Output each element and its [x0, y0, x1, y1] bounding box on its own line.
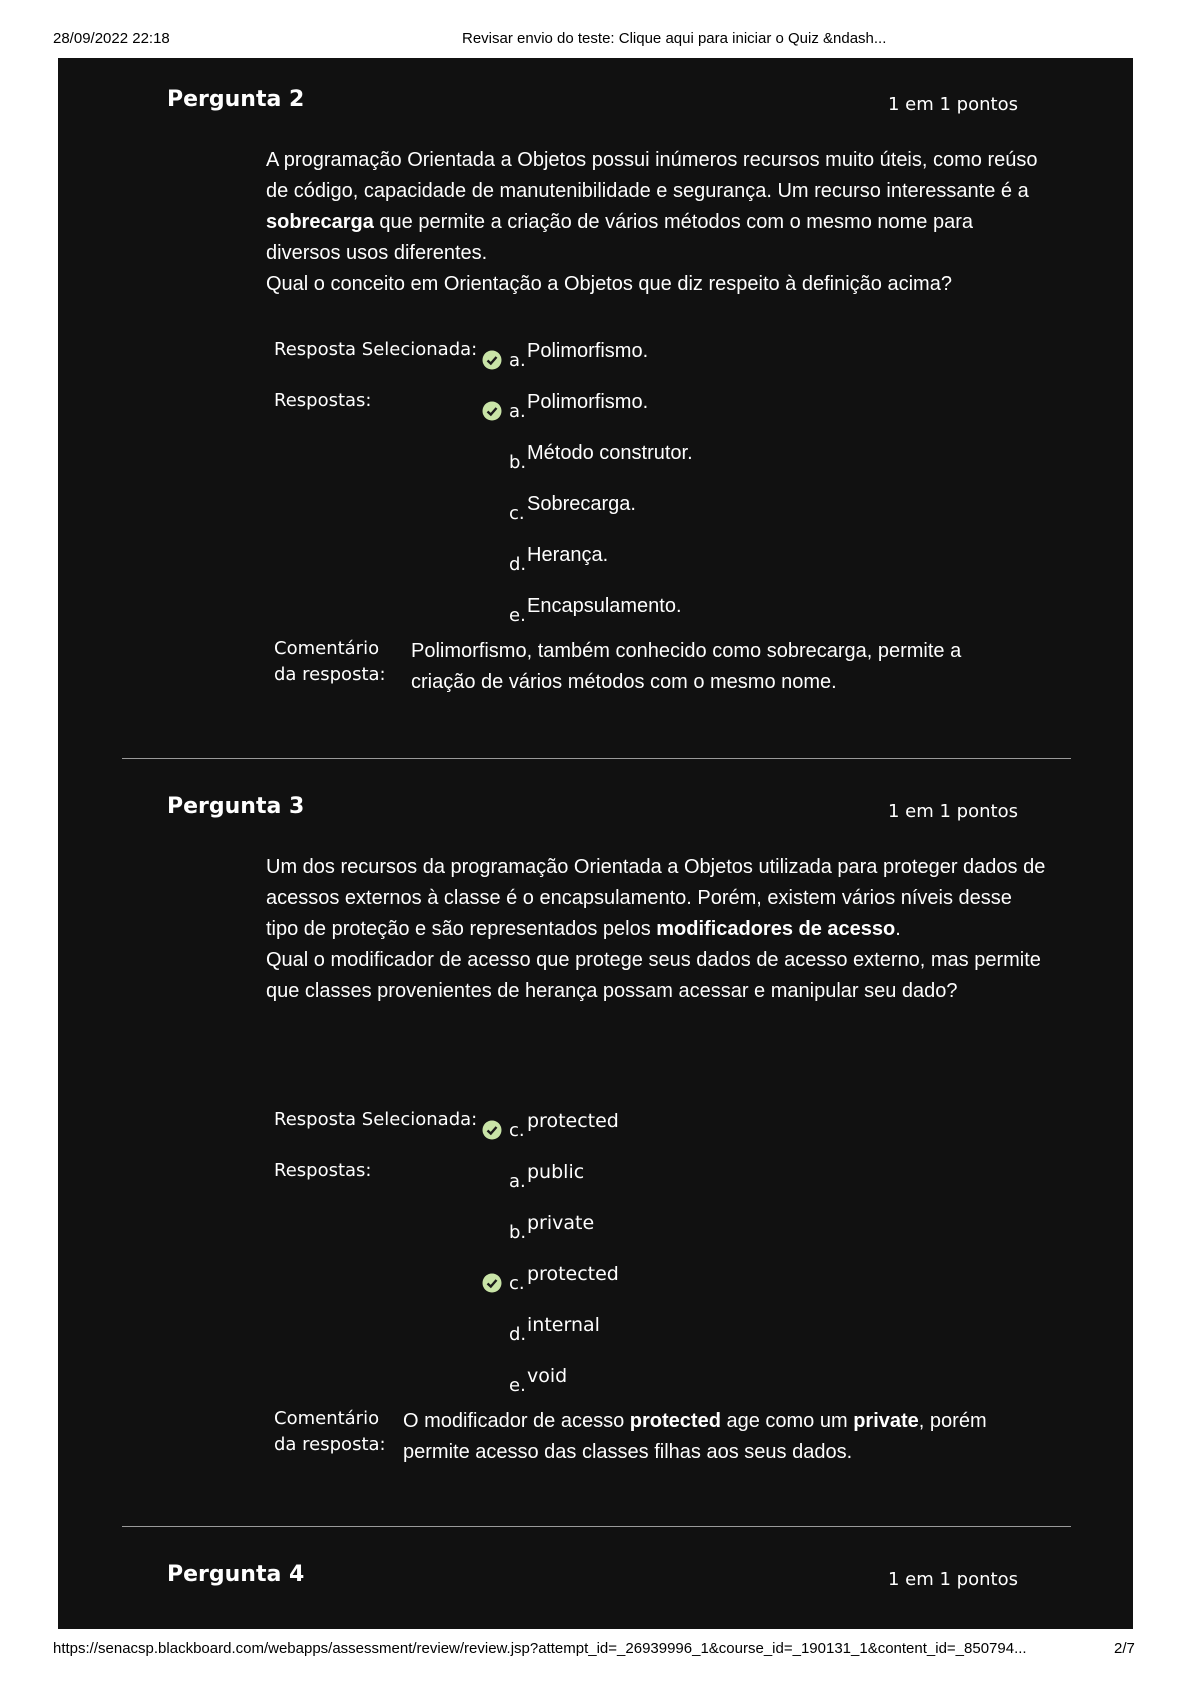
- answer-text: internal: [527, 1314, 600, 1336]
- answer-letter: a.: [509, 350, 526, 371]
- answer-letter: e.: [509, 605, 526, 626]
- selected-answer-label: Resposta Selecionada:: [274, 1109, 478, 1130]
- answer-letter: d.: [509, 554, 527, 575]
- question-2-points: 1 em 1 pontos: [888, 94, 1018, 115]
- answer-text: protected: [527, 1110, 619, 1132]
- answer-letter: c.: [509, 503, 525, 524]
- comment-label: Comentário da resposta:: [274, 1408, 386, 1455]
- question-3-title: Pergunta 3: [167, 794, 305, 819]
- bold-term: modificadores de acesso: [656, 918, 896, 940]
- print-footer: [0, 1640, 1191, 1660]
- answer-letter: a.: [509, 401, 526, 422]
- question-divider: [122, 758, 1071, 759]
- bold-term: sobrecarga: [266, 211, 374, 233]
- answer-letter: c.: [509, 1120, 525, 1141]
- print-title: Revisar envio do teste: Clique aqui para iniciar o Quiz &ndash...: [462, 30, 887, 47]
- question-3-points: 1 em 1 pontos: [888, 801, 1018, 822]
- answer-text: Encapsulamento.: [527, 595, 682, 617]
- answer-text: void: [527, 1365, 568, 1387]
- answer-text: Polimorfismo.: [527, 340, 649, 362]
- answer-comment: Polimorfismo, também conhecido como sobrecarga, permite a criação de vários métodos com o mesmo nome.: [411, 640, 962, 693]
- comment-label: Comentário da resposta:: [274, 638, 386, 685]
- page-number: 2/7: [1114, 1640, 1135, 1657]
- review-panel: [58, 58, 1133, 1629]
- print-date: 28/09/2022 22:18: [53, 30, 170, 47]
- question-2-title: Pergunta 2: [167, 87, 305, 112]
- answer-letter: e.: [509, 1375, 526, 1396]
- answer-letter: d.: [509, 1324, 527, 1345]
- answers-label: Respostas:: [274, 390, 372, 411]
- answer-text: private: [527, 1212, 595, 1234]
- answer-text: Polimorfismo.: [527, 391, 649, 413]
- correct-check-icon: [482, 401, 502, 421]
- correct-check-icon: [482, 1273, 502, 1293]
- question-4-title: Pergunta 4: [167, 1562, 305, 1587]
- answer-text: Método construtor.: [527, 442, 693, 464]
- answers-label: Respostas:: [274, 1160, 372, 1181]
- print-header: [0, 30, 1191, 50]
- question-4-points: 1 em 1 pontos: [888, 1569, 1018, 1590]
- question-2-text: A programação Orientada a Objetos possui inúmeros recursos muito úteis, como reúso de código, capacidade de manutenibilidade e segurança. Um recurso interessante é a sobrecarga que permite a criação de vários métodos com o mesmo nome para diversos usos diferentes. Qual o conceito em Orientação a Objetos que diz respeito à definição acima?: [266, 149, 1038, 295]
- answer-letter: c.: [509, 1273, 525, 1294]
- correct-check-icon: [482, 350, 502, 370]
- answer-letter: b.: [509, 452, 527, 473]
- question-divider: [122, 1526, 1071, 1527]
- answer-comment: O modificador de acesso protected age como um private, porém permite acesso das classes filhas aos seus dados.: [403, 1410, 987, 1463]
- question-3-text: Um dos recursos da programação Orientada a Objetos utilizada para proteger dados de acessos externos à classe é o encapsulamento. Porém, existem vários níveis desse tipo de proteção e são representados pelos modificadores de acesso. Qual o modificador de acesso que protege seus dados de acesso externo, mas permite que classes provenientes de herança possam acessar e manipular seu dado?: [266, 856, 1046, 1002]
- answer-text: protected: [527, 1263, 619, 1285]
- selected-answer-label: Resposta Selecionada:: [274, 339, 478, 360]
- answer-text: Herança.: [527, 544, 609, 566]
- print-url: https://senacsp.blackboard.com/webapps/assessment/review/review.jsp?attempt_id=_26939996_1&course_id=_190131_1&content_id=_850794...: [53, 1640, 1027, 1657]
- answer-text: Sobrecarga.: [527, 493, 636, 515]
- answer-letter: b.: [509, 1222, 527, 1243]
- correct-check-icon: [482, 1120, 502, 1140]
- answer-text: public: [527, 1161, 585, 1183]
- answer-letter: a.: [509, 1171, 526, 1192]
